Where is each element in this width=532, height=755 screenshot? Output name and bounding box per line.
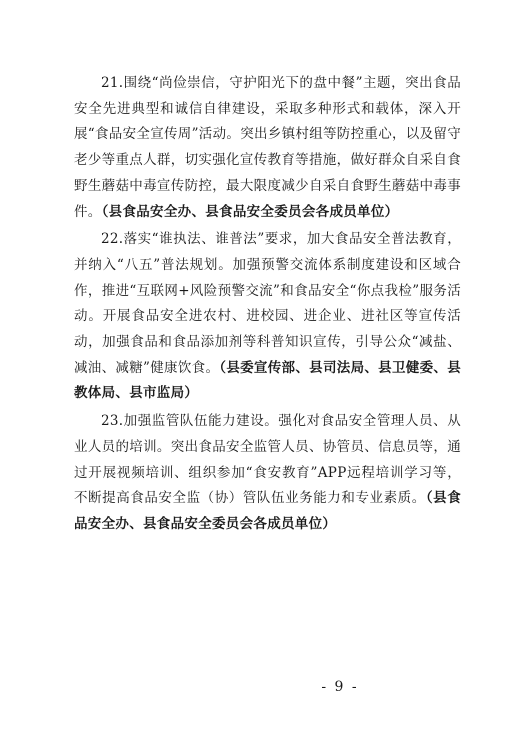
paragraph-23-owner: （县食品安全办、县食品安全委员会各成员单位） xyxy=(74,490,462,532)
paragraph-22-text: 22.落实“谁执法、谁普法”要求，加大食品安全普法教育，并纳入“八五”普法规划。加强预警交流体系制度建设和区域合作，推进“互联网+风险预警交流”和食品安全“你点我检”服务活动。开展食品安全进农村、进校园、进企业、进社区等宣传活动，加强食品和食品添加剂等科普知识宣传，引导公众“减盐、减油、减糖”健康饮食。 xyxy=(74,231,461,376)
page-number: - 9 - xyxy=(321,679,359,695)
paragraph-23 xyxy=(74,409,461,538)
paragraph-21-owner: （县食品安全办、县食品安全委员会各成员单位） xyxy=(101,203,399,220)
paragraph-21-text: 21.围绕“尚俭崇信，守护阳光下的盘中餐”主题，突出食品安全先进典型和诚信自律建设，采取多种形式和载体，深入开展“食品安全宣传周”活动。突出乡镇村组等防控重心，以及留守老少等重点人群，切实强化宣传教育等措施，做好群众自采自食野生蘑菇中毒宣传防控，最大限度减少自采自食野生蘑菇中毒事件。 xyxy=(74,75,462,220)
paragraph-23-text: 23.加强监管队伍能力建设。强化对食品安全管理人员、从业人员的培训。突出食品安全监管人员、协管员、信息员等，通过开展视频培训、组织参加“食安教育”APP远程培训学习等，不断提高食品安全监（协）管队伍业务能力和专业素质。 xyxy=(74,413,461,507)
document-body xyxy=(74,71,461,540)
paragraph-22-owner: （县委宣传部、县司法局、县卫健委、县教体局、县市监局） xyxy=(74,359,462,402)
paragraph-22 xyxy=(74,227,461,407)
paragraph-21 xyxy=(74,71,461,225)
